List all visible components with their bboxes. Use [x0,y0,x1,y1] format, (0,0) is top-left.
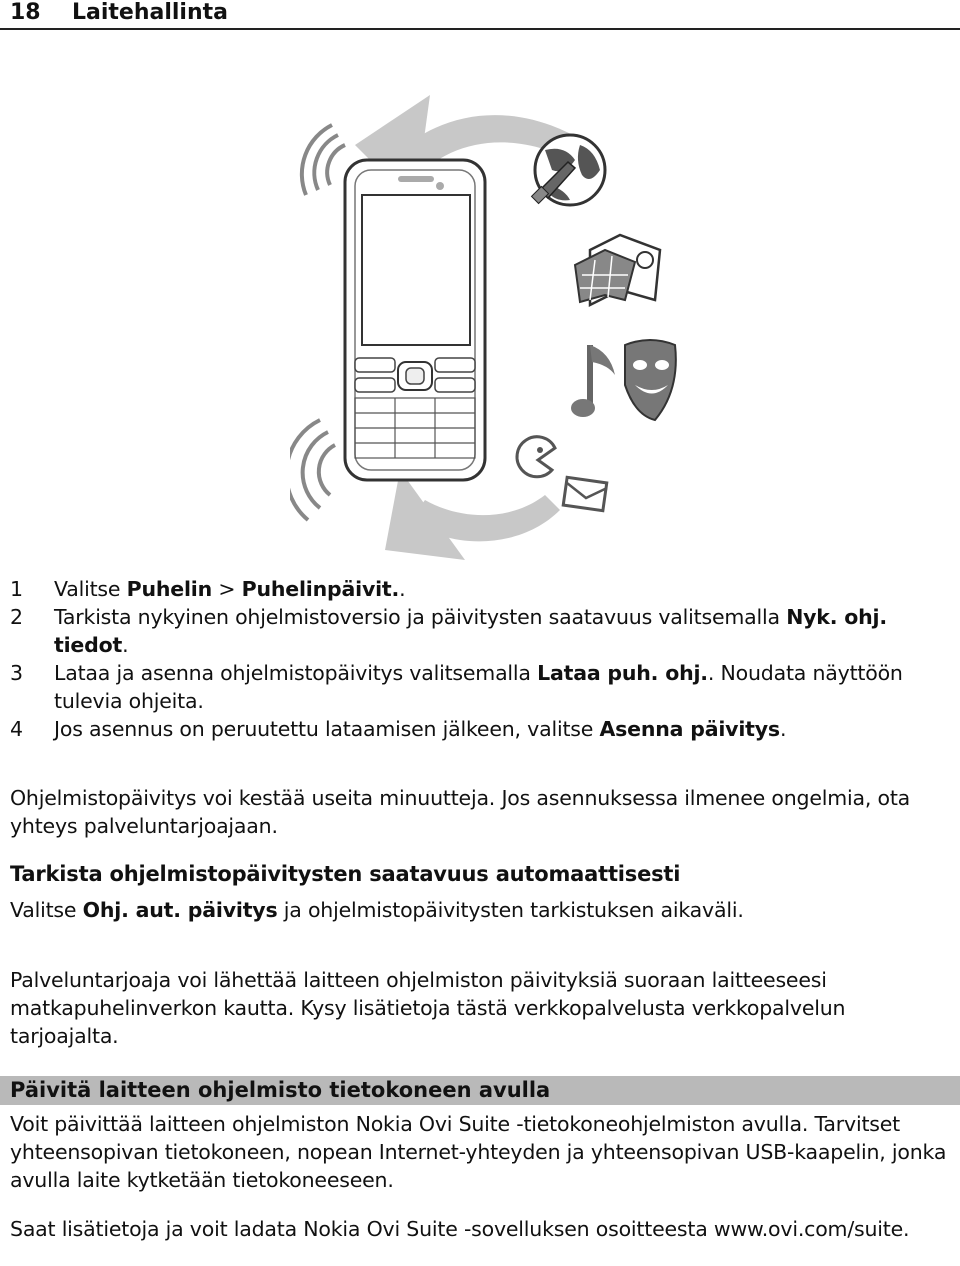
step-number: 4 [10,717,23,741]
step-number: 2 [10,605,23,629]
step-number: 3 [10,661,23,685]
page-header [0,0,960,30]
theater-mask-icon [625,340,676,420]
step-1 [10,575,950,603]
step-text: Jos asennus on peruutettu lataamisen jälkeen, valitse [54,717,600,741]
paragraph-text: Valitse [10,898,83,922]
map-icon [575,235,660,305]
section-heading-pc-update [0,1076,960,1105]
music-note-icon [571,345,615,417]
page-number: 18 [10,0,41,25]
update-illustration [290,90,690,560]
step-text: Lataa ja asenna ohjelmistopäivitys valitsemalla [54,661,538,685]
menu-path: Asenna päivitys [599,717,780,741]
step-text: . [779,717,787,741]
ota-paragraph: Palveluntarjoaja voi lähettää laitteen ohjelmiston päivityksiä suoraan laitteeseesi matkapuhelinverkon kautta. Kysy lisätietoja tästä verkkopalvelusta verkkopalvelun tarjoajalta. [10,968,846,1048]
step-text: Tarkista nykyinen ohjelmistoversio ja päivitysten saatavuus valitsemalla [54,605,787,629]
menu-path: Ohj. aut. päivitys [82,898,278,922]
auto-update-paragraph [10,896,950,924]
step-4 [10,715,950,743]
menu-path: Nyk. ohj. tiedot [54,605,887,657]
menu-path: Puhelinpäivit. [241,577,400,601]
step-2 [10,603,950,659]
more-info-paragraph: Saat lisätietoja ja voit ladata Nokia Ovi Suite -sovelluksen osoitteesta www.ovi.com/suite. [10,1217,910,1241]
chapter-title: Laitehallinta [72,0,228,25]
step-text: . [122,633,129,657]
pc-update-paragraph: Voit päivittää laitteen ohjelmiston Nokia Ovi Suite -tietokoneohjelmiston avulla. Tarvitset yhteensopivan tietokoneen, nopean Internet-yhteyden ja yhteensopivan USB-kaapelin, jonka avulla laite kytketään tietokoneeseen. [10,1112,947,1192]
envelope-icon [563,477,607,510]
step-text: . Noudata näyttöön tulevia ohjeita. [54,661,903,713]
section-heading-text: Päivitä laitteen ohjelmisto tietokoneen avulla [10,1078,551,1102]
step-number: 1 [10,577,23,601]
step-text: > [212,577,242,601]
menu-path: Lataa puh. ohj. [537,661,708,685]
step-text: Valitse [54,577,127,601]
step-3 [10,659,950,715]
step-text: . [399,577,406,601]
signal-waves-icon [290,420,335,520]
menu-path: Puhelin [126,577,213,601]
paragraph-text: ja ohjelmistopäivitysten tarkistuksen aikaväli. [277,898,744,922]
steps-list [10,575,950,743]
note-paragraph: Ohjelmistopäivitys voi kestää useita minuutteja. Jos asennuksessa ilmenee ongelmia, ota yhteys palveluntarjoajaan. [10,786,911,838]
signal-waves-icon [302,125,345,195]
pacman-icon [517,437,555,477]
arrow-icon [385,470,560,560]
phone-icon [345,160,485,480]
section-heading-auto-update: Tarkista ohjelmistopäivitysten saatavuus automaattisesti [10,862,681,886]
